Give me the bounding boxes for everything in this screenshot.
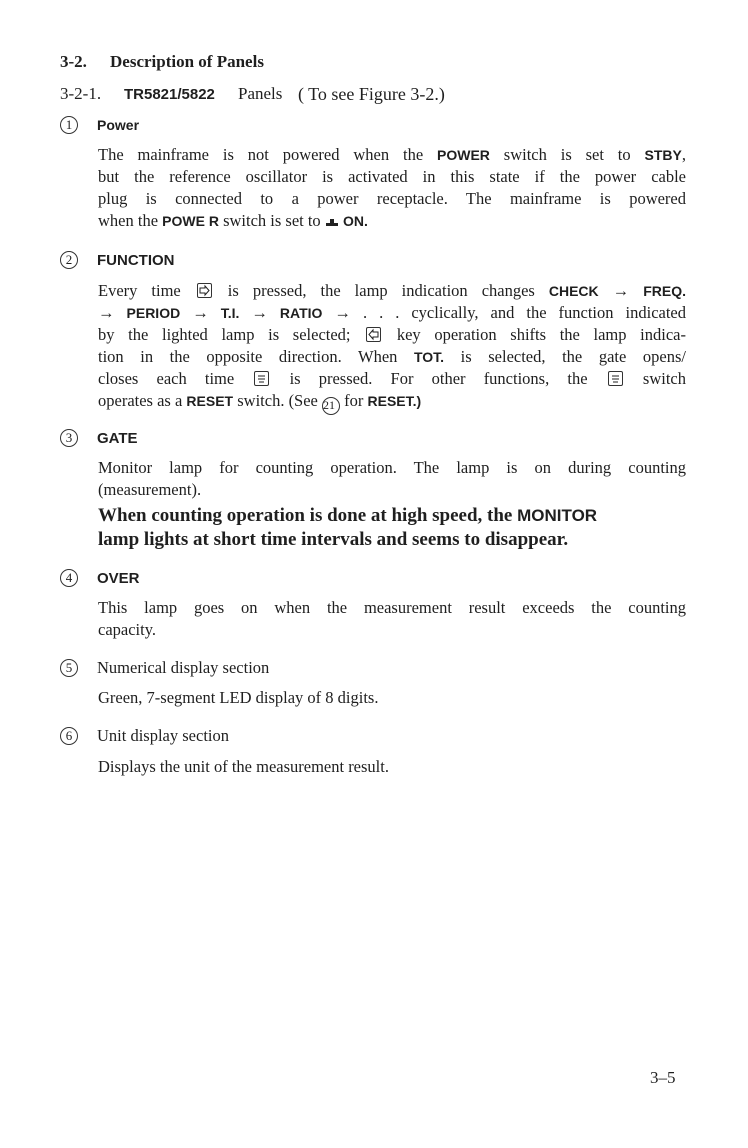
item-title: OVER	[97, 569, 140, 587]
text-line: when the POWE R switch is set to ON.	[98, 211, 368, 230]
text-line: Monitor lamp for counting operation. The lamp is on during counting	[98, 458, 686, 477]
text-line: (measurement).	[98, 480, 202, 499]
text-line: Green, 7-segment LED display of 8 digits.	[98, 688, 379, 707]
item-title: GATE	[97, 429, 138, 447]
item-number: 6	[60, 727, 78, 745]
item-numerical-display-text	[98, 687, 686, 709]
item-function-text	[98, 280, 686, 415]
figure-reference: ( To see Figure 3-2.)	[298, 84, 445, 104]
item-title: Unit display section	[97, 726, 229, 745]
subsection-panels: Panels	[238, 84, 283, 103]
text-line: → PERIOD → T.I. → RATIO → . . . cyclically, and the function indicated	[98, 303, 686, 322]
subsection-number: 3-2-1.	[60, 84, 102, 103]
reverse-key-icon	[366, 327, 381, 342]
text-line: capacity.	[98, 620, 157, 639]
item-unit-display-text	[98, 756, 686, 778]
item-over-heading	[60, 566, 140, 590]
text-line: but the reference oscillator is activated in this state if the power cable	[98, 167, 686, 186]
text-line: plug is connected to a power receptacle. The mainframe is powered	[98, 189, 686, 208]
note-line: lamp lights at short time intervals and seems to disappear.	[98, 529, 569, 550]
item-gate-text	[98, 457, 686, 501]
text-line: The mainframe is not powered when the POWER switch is set to STBY,	[98, 145, 686, 164]
item-number: 3	[60, 429, 78, 447]
gate-reset-key-icon	[608, 371, 623, 386]
item-function-heading	[60, 248, 175, 272]
section-number: 3-2.	[60, 52, 87, 71]
note-line: When counting operation is done at high speed, the MONITOR	[98, 505, 598, 526]
item-unit-display-heading	[60, 724, 229, 748]
item-gate-heading	[60, 426, 138, 450]
text-line: Every time is pressed, the lamp indication changes CHECK → FREQ.	[98, 281, 686, 300]
text-line: Displays the unit of the measurement result.	[98, 757, 389, 776]
text-line: operates as a RESET switch. (See 21 for RESET.)	[98, 390, 686, 415]
item-power-heading	[60, 113, 139, 137]
item-over-text	[98, 597, 686, 641]
gate-note	[98, 504, 688, 552]
gate-reset-key-icon	[254, 371, 269, 386]
item-numerical-display-heading	[60, 656, 269, 680]
item-number: 4	[60, 569, 78, 587]
item-title: Numerical display section	[97, 658, 270, 677]
item-power-text	[98, 144, 686, 232]
push-on-icon	[325, 211, 339, 221]
page-number: 3–5	[650, 1068, 676, 1087]
model-name: TR5821/5822	[124, 86, 215, 103]
item-number: 2	[60, 251, 78, 269]
reference-number: 21	[322, 397, 340, 415]
item-title: FUNCTION	[97, 251, 175, 269]
text-line: by the lighted lamp is selected; key operation shifts the lamp indica-	[98, 325, 686, 344]
text-line: This lamp goes on when the measurement result exceeds the counting	[98, 598, 686, 617]
item-number: 5	[60, 659, 78, 677]
item-number: 1	[60, 116, 78, 134]
section-title: Description of Panels	[110, 52, 264, 71]
text-line: tion in the opposite direction. When TOT. is selected, the gate opens/	[98, 347, 686, 366]
forward-key-icon	[197, 283, 212, 298]
text-line: closes each time is pressed. For other functions, the switch	[98, 369, 686, 388]
item-title: Power	[97, 117, 140, 133]
